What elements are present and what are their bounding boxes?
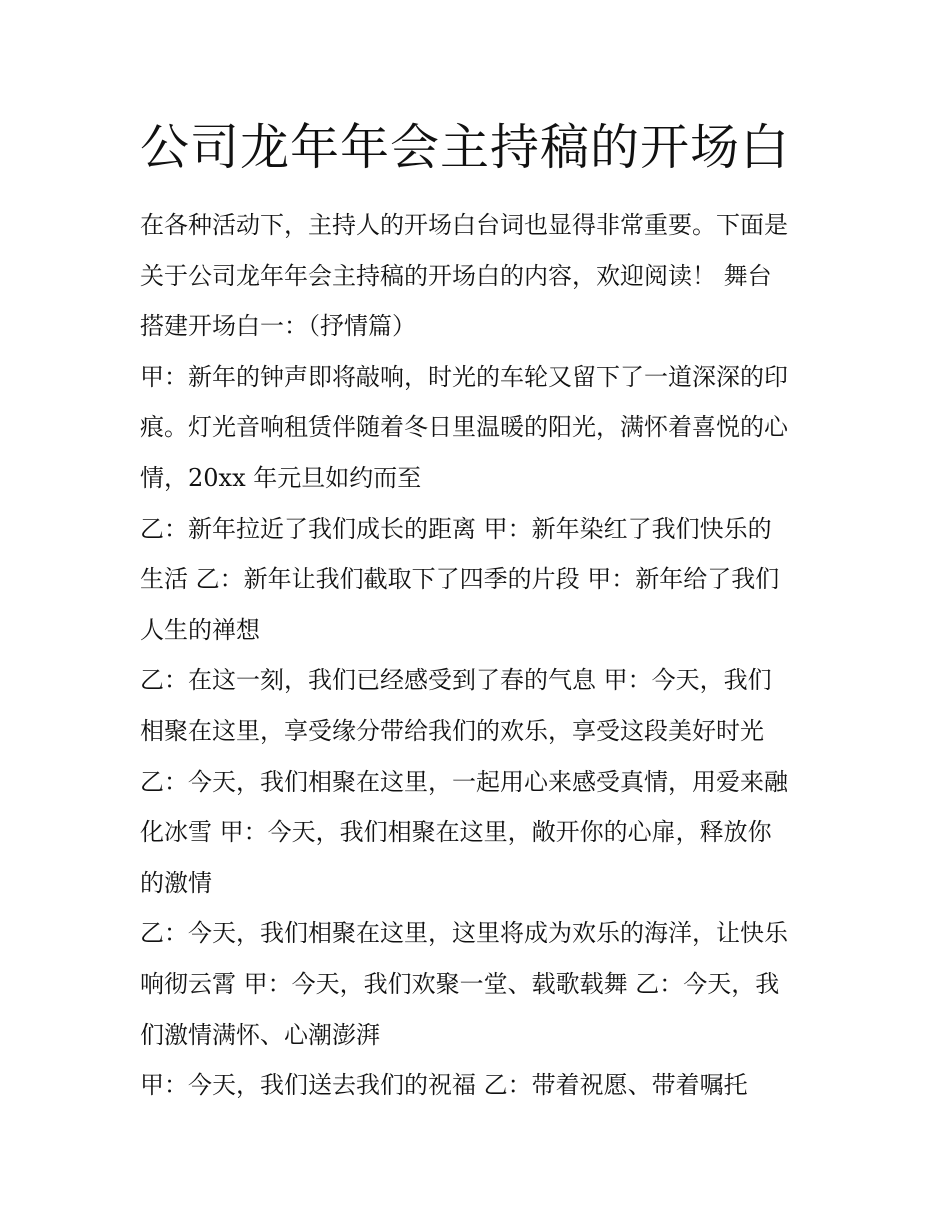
document-body — [140, 200, 830, 1111]
text-line: 乙：在这一刻，我们已经感受到了春的气息 甲：今天，我们 — [140, 666, 772, 695]
paragraph-dialogue — [140, 504, 830, 656]
paragraph-dialogue — [140, 1060, 830, 1111]
text-line: 的激情 — [140, 868, 212, 897]
document-page — [140, 116, 830, 1111]
text-line: 甲：新年的钟声即将敲响，时光的车轮又留下了一道深深的印 — [140, 362, 788, 391]
text-line: 响彻云霄 甲：今天，我们欢聚一堂、载歌载舞 乙：今天，我 — [140, 969, 780, 998]
text-line: 相聚在这里，享受缘分带给我们的欢乐，享受这段美好时光 — [140, 716, 764, 745]
text-line: 情，20xx 年元旦如约而至 — [140, 463, 422, 492]
paragraph-intro — [140, 200, 830, 352]
text-line: 乙：今天，我们相聚在这里，一起用心来感受真情，用爱来融 — [140, 767, 788, 796]
text-line: 生活 乙：新年让我们截取下了四季的片段 甲：新年给了我们 — [140, 565, 780, 594]
text-line: 人生的禅想 — [140, 615, 260, 644]
text-line: 搭建开场白一：（抒情篇） — [140, 312, 416, 341]
paragraph-dialogue — [140, 757, 830, 909]
text-line: 化冰雪 甲：今天，我们相聚在这里，敞开你的心扉，释放你 — [140, 818, 772, 847]
text-line: 甲：今天，我们送去我们的祝福 乙：带着祝愿、带着嘱托 — [140, 1071, 748, 1100]
text-line: 痕。灯光音响租赁伴随着冬日里温暖的阳光，满怀着喜悦的心 — [140, 413, 788, 442]
text-line: 在各种活动下，主持人的开场白台词也显得非常重要。下面是 — [140, 211, 788, 239]
text-line: 乙：新年拉近了我们成长的距离 甲：新年染红了我们快乐的 — [140, 514, 772, 543]
paragraph-dialogue — [140, 908, 830, 1060]
paragraph-dialogue — [140, 352, 830, 504]
paragraph-dialogue — [140, 655, 830, 756]
text-line: 乙：今天，我们相聚在这里，这里将成为欢乐的海洋，让快乐 — [140, 919, 788, 948]
text-line: 关于公司龙年年会主持稿的开场白的内容，欢迎阅读！ 舞台 — [140, 261, 772, 290]
page-title: 公司龙年年会主持稿的开场白 — [140, 119, 791, 176]
text-line: 们激情满怀、心潮澎湃 — [140, 1020, 380, 1049]
